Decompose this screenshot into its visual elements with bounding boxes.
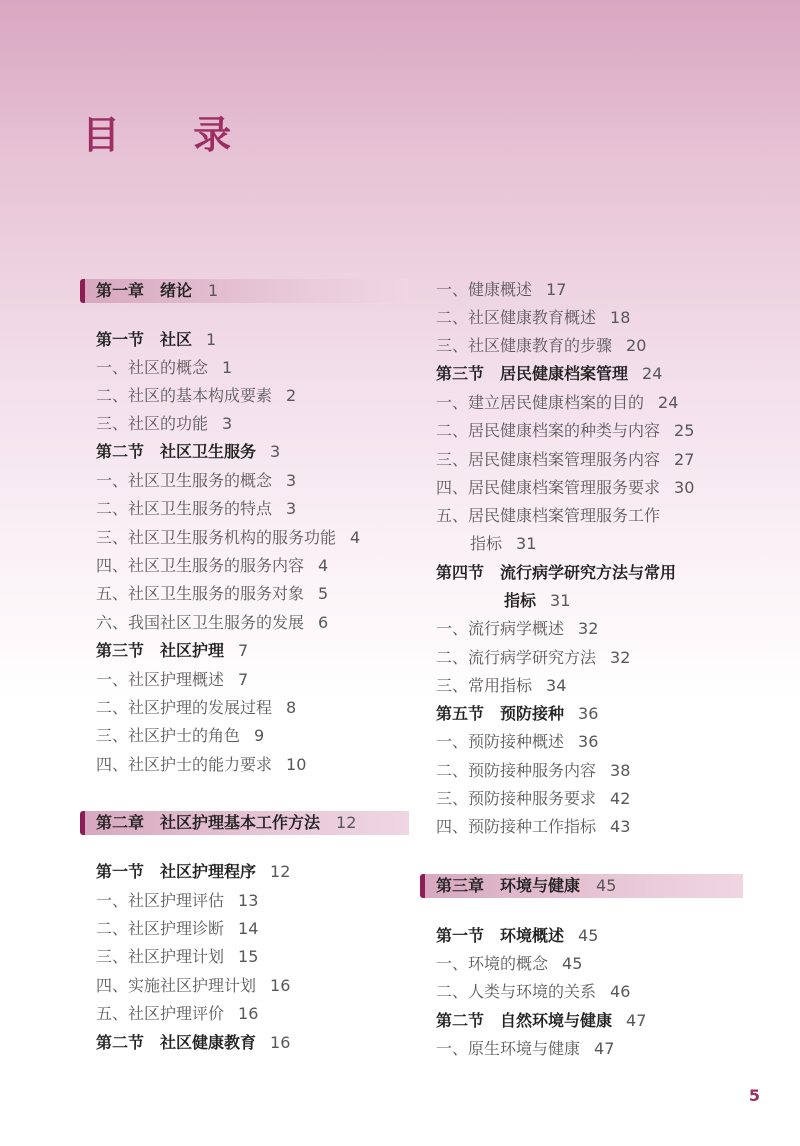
item-page: 9 — [254, 726, 265, 745]
item-page: 38 — [610, 761, 631, 780]
item-label: 三、居民健康档案管理服务内容 — [436, 450, 661, 469]
item-page: 46 — [610, 982, 631, 1001]
section-label: 第一节 社区 — [96, 330, 193, 349]
item-label: 二、社区护理的发展过程 — [96, 698, 273, 717]
toc-section[interactable] — [96, 640, 248, 662]
toc-item[interactable] — [436, 392, 678, 414]
chapter-page: 45 — [596, 876, 617, 895]
toc-item[interactable] — [96, 669, 248, 691]
page-number: 5 — [748, 1086, 760, 1105]
item-page: 42 — [610, 789, 631, 808]
section-label: 第三节 居民健康档案管理 — [436, 364, 629, 383]
toc-section[interactable] — [96, 441, 280, 463]
toc-item[interactable] — [436, 618, 598, 640]
item-label: 三、预防接种服务要求 — [436, 789, 597, 808]
item-label: 四、社区护士的能力要求 — [96, 755, 273, 774]
toc-item[interactable] — [96, 754, 306, 776]
item-page: 14 — [238, 919, 259, 938]
toc-item[interactable] — [436, 1038, 614, 1060]
toc-section[interactable] — [436, 363, 662, 385]
section-label: 第二节 自然环境与健康 — [436, 1011, 613, 1030]
toc-section[interactable] — [436, 703, 598, 725]
chapter-label: 第二章 社区护理基本工作方法 — [96, 813, 321, 832]
item-label: 一、建立居民健康档案的目的 — [436, 393, 645, 412]
item-label: 三、社区的功能 — [96, 414, 209, 433]
toc-section[interactable] — [436, 562, 676, 584]
chapter-label: 第三章 环境与健康 — [436, 876, 581, 895]
item-page: 36 — [578, 732, 599, 751]
section-page: 24 — [642, 364, 663, 383]
item-page: 32 — [578, 619, 599, 638]
toc-item[interactable] — [436, 307, 630, 329]
item-page: 4 — [350, 528, 361, 547]
toc-item[interactable] — [436, 647, 630, 669]
item-label: 四、实施社区护理计划 — [96, 976, 257, 995]
item-label: 一、健康概述 — [436, 280, 533, 299]
chapter-page: 1 — [208, 281, 219, 300]
toc-item[interactable] — [436, 449, 694, 471]
item-page: 5 — [318, 584, 329, 603]
toc-section[interactable] — [436, 1010, 646, 1032]
section-label: 第二节 社区卫生服务 — [96, 442, 257, 461]
toc-item[interactable] — [96, 527, 360, 549]
item-page: 3 — [286, 499, 297, 518]
item-label: 一、社区护理概述 — [96, 670, 225, 689]
section-page: 47 — [626, 1011, 647, 1030]
toc-section[interactable] — [96, 329, 216, 351]
item-page: 1 — [222, 358, 233, 377]
item-label: 二、居民健康档案的种类与内容 — [436, 421, 661, 440]
item-page: 25 — [674, 421, 695, 440]
section-label: 第一节 社区护理程序 — [96, 862, 257, 881]
item-label: 二、社区卫生服务的特点 — [96, 499, 273, 518]
section-label: 第三节 社区护理 — [96, 641, 225, 660]
toc-section[interactable] — [96, 861, 290, 883]
toc-section[interactable] — [436, 925, 598, 947]
item-label: 一、社区卫生服务的概念 — [96, 471, 273, 490]
item-label: 二、社区护理诊断 — [96, 919, 225, 938]
item-label: 五、社区卫生服务的服务对象 — [96, 584, 305, 603]
toc-item[interactable] — [436, 505, 660, 527]
item-page: 10 — [286, 755, 307, 774]
item-page: 13 — [238, 891, 259, 910]
section-page: 12 — [270, 862, 291, 881]
toc-item[interactable] — [436, 981, 630, 1003]
item-page: 31 — [516, 534, 537, 553]
section-label: 第二节 社区健康教育 — [96, 1033, 257, 1052]
item-label: 六、我国社区卫生服务的发展 — [96, 613, 305, 632]
item-label: 二、社区健康教育概述 — [436, 308, 597, 327]
toc-chapter-1[interactable] — [80, 279, 409, 303]
toc-item[interactable] — [96, 583, 328, 605]
toc-item[interactable] — [436, 788, 630, 810]
toc-item[interactable] — [96, 498, 296, 520]
item-page: 18 — [610, 308, 631, 327]
item-page: 20 — [626, 336, 647, 355]
item-label: 三、社区护士的角色 — [96, 726, 241, 745]
toc-item[interactable] — [96, 946, 258, 968]
toc-item[interactable] — [436, 953, 582, 975]
toc-item[interactable] — [96, 470, 296, 492]
toc-item[interactable] — [96, 555, 328, 577]
item-page: 34 — [546, 676, 567, 695]
section-label: 第一节 环境概述 — [436, 926, 565, 945]
item-page: 47 — [594, 1039, 615, 1058]
section-label: 第五节 预防接种 — [436, 704, 565, 723]
toc-item[interactable] — [436, 335, 646, 357]
item-page: 15 — [238, 947, 259, 966]
item-label: 二、预防接种服务内容 — [436, 761, 597, 780]
item-label: 五、社区护理评价 — [96, 1004, 225, 1023]
item-page: 16 — [238, 1004, 259, 1023]
item-page: 43 — [610, 817, 631, 836]
item-label: 一、预防接种概述 — [436, 732, 565, 751]
section-page: 7 — [238, 641, 249, 660]
toc-item[interactable] — [436, 760, 630, 782]
toc-item[interactable] — [96, 413, 232, 435]
item-label: 一、环境的概念 — [436, 954, 549, 973]
toc-item[interactable] — [436, 279, 566, 301]
item-label: 三、社区护理计划 — [96, 947, 225, 966]
toc-item[interactable] — [436, 816, 630, 838]
item-page: 2 — [286, 386, 297, 405]
section-page: 36 — [578, 704, 599, 723]
toc-item-continuation[interactable] — [470, 533, 536, 555]
item-label: 三、社区健康教育的步骤 — [436, 336, 613, 355]
toc-section[interactable] — [96, 1032, 290, 1054]
item-page: 16 — [270, 976, 291, 995]
section-label: 指标 — [504, 591, 537, 610]
toc-item[interactable] — [96, 697, 296, 719]
item-page: 6 — [318, 613, 329, 632]
item-label: 二、流行病学研究方法 — [436, 648, 597, 667]
toc-item[interactable] — [436, 477, 694, 499]
item-page: 17 — [546, 280, 567, 299]
toc-item[interactable] — [96, 890, 258, 912]
toc-item[interactable] — [96, 385, 296, 407]
item-page: 45 — [562, 954, 583, 973]
toc-item[interactable] — [96, 975, 290, 997]
item-label: 四、居民健康档案管理服务要求 — [436, 478, 661, 497]
item-page: 3 — [286, 471, 297, 490]
toc-item[interactable] — [96, 918, 258, 940]
toc-chapter-2[interactable] — [80, 811, 409, 835]
item-page: 4 — [318, 556, 329, 575]
item-label: 一、流行病学概述 — [436, 619, 565, 638]
section-page: 1 — [206, 330, 217, 349]
item-label: 三、社区卫生服务机构的服务功能 — [96, 528, 337, 547]
item-label: 一、社区的概念 — [96, 358, 209, 377]
item-label: 四、预防接种工作指标 — [436, 817, 597, 836]
toc-section-continuation[interactable] — [504, 590, 570, 612]
section-page: 16 — [270, 1033, 291, 1052]
toc-item[interactable] — [436, 731, 598, 753]
item-label: 二、社区的基本构成要素 — [96, 386, 273, 405]
item-page: 3 — [222, 414, 233, 433]
page-title: 目 录 — [82, 113, 262, 157]
section-page: 3 — [270, 442, 281, 461]
item-label: 五、居民健康档案管理服务工作 — [436, 506, 661, 525]
chapter-label: 第一章 绪论 — [96, 281, 193, 300]
item-label: 四、社区卫生服务的服务内容 — [96, 556, 305, 575]
section-page: 45 — [578, 926, 599, 945]
section-page: 31 — [550, 591, 571, 610]
toc-item[interactable] — [96, 725, 264, 747]
item-page: 30 — [674, 478, 695, 497]
item-label: 一、社区护理评估 — [96, 891, 225, 910]
toc-chapter-3[interactable] — [420, 874, 743, 898]
item-page: 24 — [658, 393, 679, 412]
toc-item[interactable] — [436, 420, 694, 442]
item-label: 三、常用指标 — [436, 676, 533, 695]
item-label: 一、原生环境与健康 — [436, 1039, 581, 1058]
item-label: 指标 — [470, 534, 503, 553]
toc-item[interactable] — [96, 357, 232, 379]
item-label: 二、人类与环境的关系 — [436, 982, 597, 1001]
item-page: 8 — [286, 698, 297, 717]
section-label: 第四节 流行病学研究方法与常用 — [436, 563, 677, 582]
chapter-page: 12 — [336, 813, 357, 832]
item-page: 32 — [610, 648, 631, 667]
toc-item[interactable] — [96, 612, 328, 634]
item-page: 7 — [238, 670, 249, 689]
toc-item[interactable] — [436, 675, 566, 697]
toc-item[interactable] — [96, 1003, 258, 1025]
item-page: 27 — [674, 450, 695, 469]
